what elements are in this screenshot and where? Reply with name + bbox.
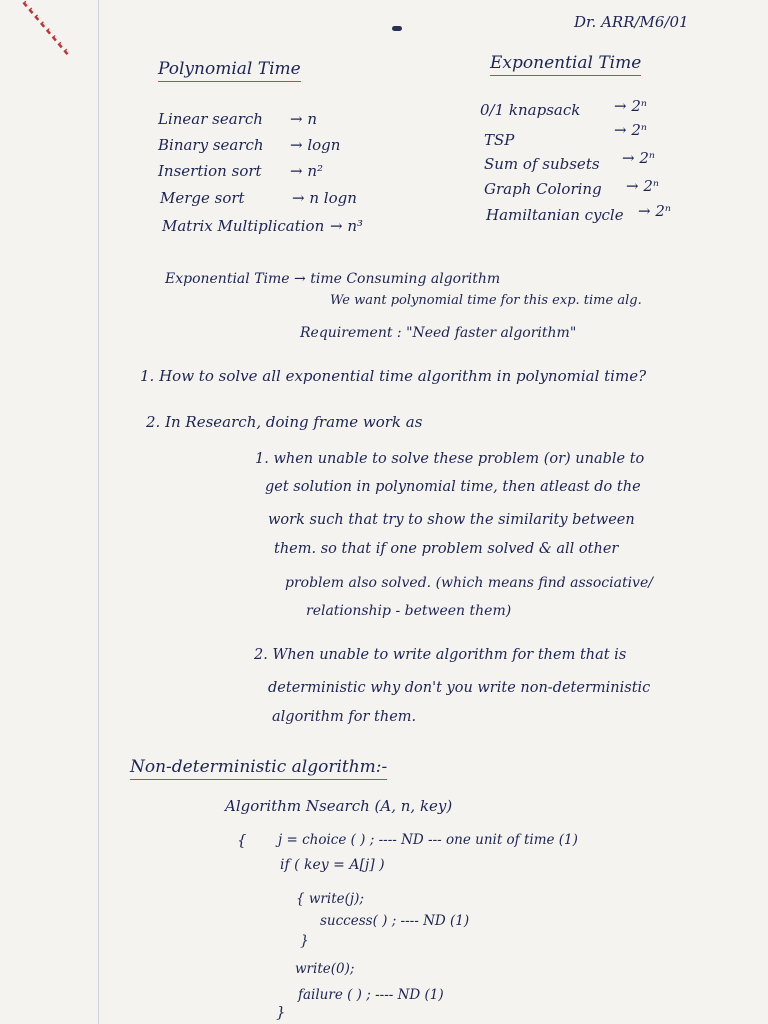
poly-item-complexity: → logn [290, 136, 341, 154]
paragraph-line: problem also solved. (which means find associative/ [285, 575, 653, 591]
exp-item-complexity: → 2ⁿ [626, 177, 659, 195]
code-line: Algorithm Nsearch (A, n, key) [225, 797, 453, 815]
question-1: 1. How to solve all exponential time algorithm in polynomial time? [140, 367, 647, 385]
code-line: success( ) ; ---- ND (1) [320, 913, 470, 929]
exp-item-complexity: → 2ⁿ [622, 149, 655, 167]
requirement-line: Requirement : "Need faster algorithm" [300, 325, 577, 341]
exp-item-complexity: → 2ⁿ [614, 97, 647, 115]
code-line: { write(j); [296, 891, 364, 907]
paragraph-line: get solution in polynomial time, then atleast do the [265, 479, 641, 495]
poly-item-complexity: → n logn [292, 189, 357, 207]
note-line: Exponential Time → time Consuming algorithm [165, 271, 501, 287]
code-line: { [237, 831, 247, 849]
code-line: write(0); [295, 961, 355, 977]
code-line: failure ( ) ; ---- ND (1) [298, 987, 444, 1003]
author-ref: Dr. ARR/M6/01 [574, 13, 689, 31]
exp-item-name: 0/1 knapsack [480, 101, 581, 119]
exponential-title: Exponential Time [490, 54, 641, 76]
code-line: j = choice ( ) ; ---- ND --- one unit of time (1) [278, 832, 578, 848]
ink-dot [392, 26, 402, 31]
question-2: 2. In Research, doing frame work as [146, 413, 423, 431]
code-line: } [300, 933, 309, 949]
nd-section-title: Non-deterministic algorithm:- [130, 758, 387, 780]
paragraph-line: 2. When unable to write algorithm for them that is [254, 647, 627, 663]
paragraph-line: work such that try to show the similarity between [268, 512, 635, 528]
code-line: } [276, 1003, 286, 1021]
margin-line [98, 0, 99, 1024]
exp-item-name: Graph Coloring [484, 180, 602, 198]
exp-item-name: TSP [484, 131, 515, 149]
poly-item-complexity: → n² [290, 162, 324, 180]
polynomial-title: Polynomial Time [158, 60, 301, 82]
exp-item-name: Sum of subsets [484, 155, 600, 173]
binding-thread-icon [22, 0, 72, 60]
exp-item-complexity: → 2ⁿ [614, 121, 647, 139]
poly-item-name: Linear search [158, 110, 263, 128]
exp-item-complexity: → 2ⁿ [638, 202, 671, 220]
paragraph-line: them. so that if one problem solved & all other [274, 541, 619, 557]
paragraph-line: relationship - between them) [306, 603, 512, 619]
note-line: We want polynomial time for this exp. time alg. [330, 293, 642, 308]
poly-item-complexity: → n [290, 110, 317, 128]
poly-item-name: Binary search [158, 136, 264, 154]
paragraph-line: deterministic why don't you write non-deterministic [268, 680, 651, 696]
code-line: if ( key = A[j] ) [280, 857, 385, 873]
paragraph-line: 1. when unable to solve these problem (or) unable to [255, 451, 645, 467]
paragraph-line: algorithm for them. [272, 709, 417, 725]
poly-item-complexity: → n³ [330, 217, 364, 235]
poly-item-name: Matrix Multiplication [162, 217, 325, 235]
poly-item-name: Insertion sort [158, 162, 262, 180]
poly-item-name: Merge sort [160, 189, 245, 207]
exp-item-name: Hamiltanian cycle [486, 206, 624, 224]
